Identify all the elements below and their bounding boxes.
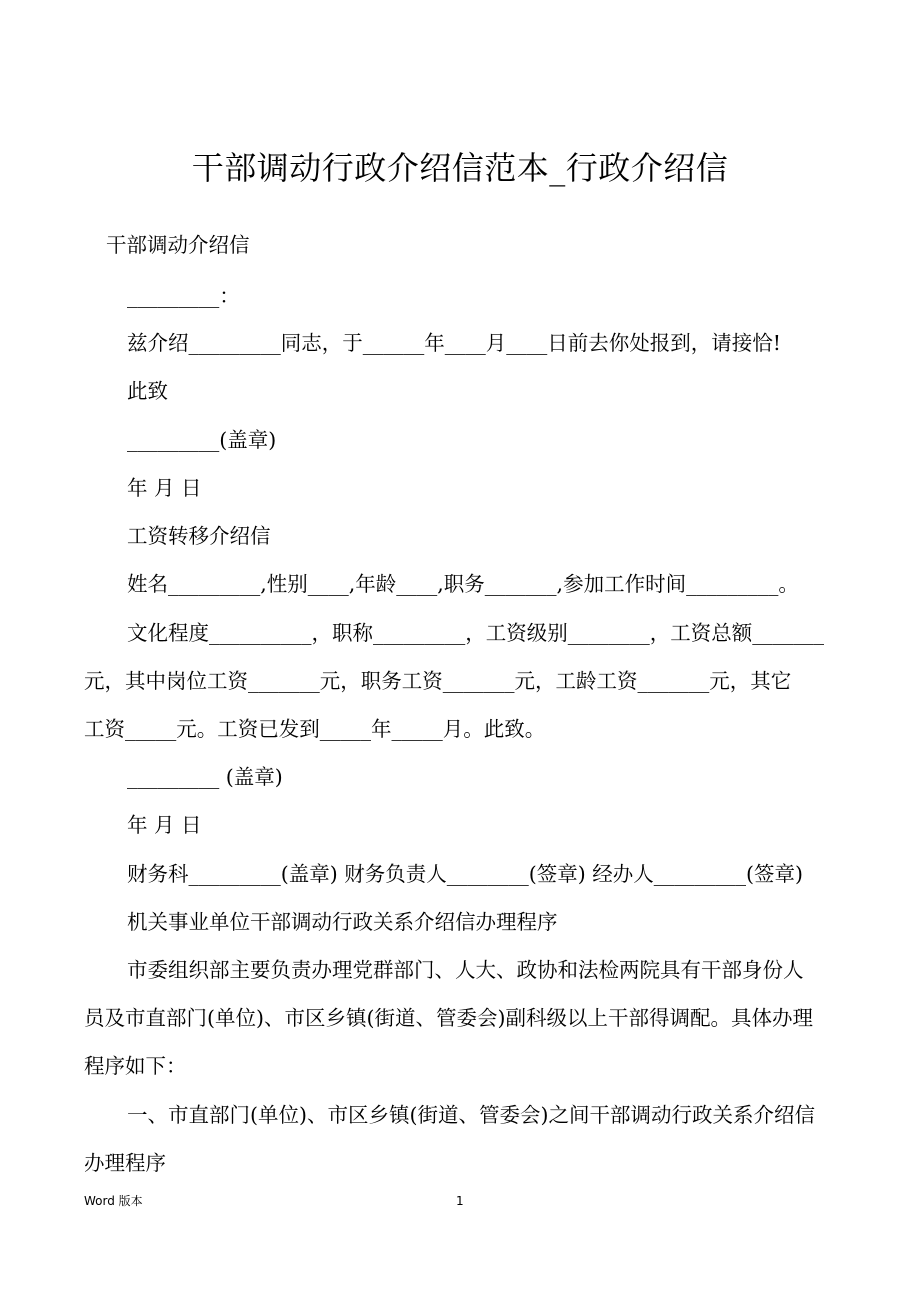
section-one-line-1: 一、市直部门(单位)、市区乡镇(街道、管委会)之间干部调动行政关系介绍信 bbox=[127, 1103, 815, 1127]
signature-line: 财务科_________(盖章) 财务负责人________(签章) 经办人_________(签章) bbox=[127, 862, 804, 886]
heading-procedure: 机关事业单位干部调动行政关系介绍信办理程序 bbox=[127, 910, 558, 934]
salary-paid-line: 工资_____元。工资已发到_____年_____月。此致。 bbox=[84, 717, 546, 741]
document-title: 干部调动行政介绍信范本_行政介绍信 bbox=[191, 149, 729, 187]
heading-salary-transfer: 工资转移介绍信 bbox=[127, 524, 271, 548]
personal-info-line: 姓名_________,性别____,年龄____,职务_______,参加工作时间_________。 bbox=[127, 572, 799, 596]
procedure-paragraph-line-1: 市委组织部主要负责办理党群部门、人大、政协和法检两院具有干部身份人 bbox=[127, 958, 804, 982]
footer-version: Word 版本 bbox=[84, 1194, 143, 1208]
section-one-line-2: 办理程序 bbox=[84, 1151, 166, 1175]
salary-detail-line: 元，其中岗位工资_______元，职务工资_______元，工龄工资_______元，其它 bbox=[84, 669, 792, 693]
introduction-line: 兹介绍_________同志，于______年____月____日前去你处报到，请接恰! bbox=[127, 331, 781, 355]
seal-line-2: _________ (盖章) bbox=[127, 765, 283, 789]
procedure-paragraph-line-3: 程序如下： bbox=[84, 1054, 187, 1078]
heading-transfer-letter: 干部调动介绍信 bbox=[106, 233, 250, 257]
education-line: 文化程度__________，职称_________，工资级别________，工资总额_______ bbox=[127, 621, 824, 645]
page-number: 1 bbox=[456, 1194, 464, 1208]
addressee-line: _________： bbox=[127, 284, 240, 308]
seal-line: _________(盖章) bbox=[127, 428, 277, 452]
date-line-2: 年 月 日 bbox=[127, 813, 202, 837]
closing-line: 此致 bbox=[127, 379, 168, 403]
date-line: 年 月 日 bbox=[127, 476, 202, 500]
procedure-paragraph-line-2: 员及市直部门(单位)、市区乡镇(街道、管委会)副科级以上干部得调配。具体办理 bbox=[84, 1006, 813, 1030]
